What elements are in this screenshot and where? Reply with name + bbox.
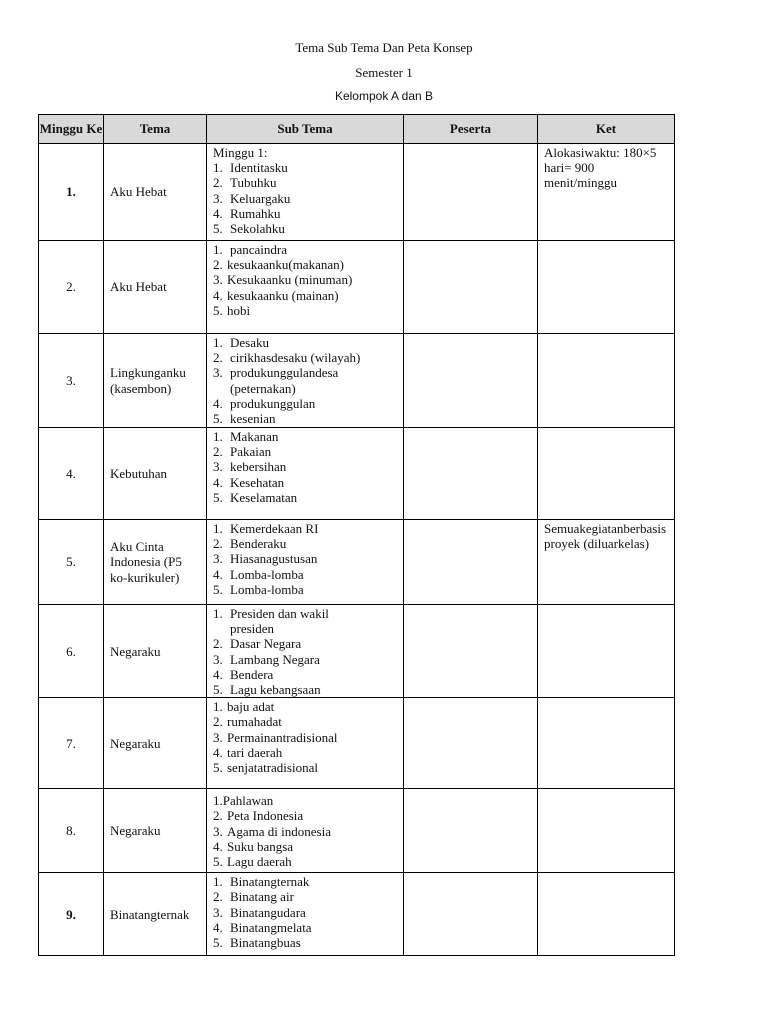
participant-cell xyxy=(404,428,538,520)
subtheme-heading: Minggu 1: xyxy=(213,145,268,160)
subtheme-cell xyxy=(207,605,404,698)
table-row xyxy=(39,789,675,873)
week-number: 1. xyxy=(39,144,104,241)
subtheme-item: 2. kesukaanku(makanan) xyxy=(213,257,344,273)
theme-cell: Negaraku xyxy=(104,789,207,873)
theme-table xyxy=(38,114,675,956)
subtheme-item: 4. tari daerah xyxy=(213,744,283,760)
participant-cell xyxy=(404,873,538,956)
week-number: 4. xyxy=(39,428,104,520)
note-cell xyxy=(538,605,675,698)
subtheme-item: 4. Suku bangsa xyxy=(213,838,294,854)
theme-cell: Kebutuhan xyxy=(104,428,207,520)
subtheme-cell xyxy=(207,698,404,789)
subtheme-cell xyxy=(207,520,404,605)
participant-cell xyxy=(404,144,538,241)
table-header-row xyxy=(39,115,675,144)
subtheme-cell xyxy=(207,334,404,428)
subtheme-item: 3. Agama di indonesia xyxy=(213,823,331,839)
table-row xyxy=(39,428,675,520)
subtheme-item: 3. kebersihan xyxy=(213,459,287,475)
subtheme-item: 3. Binatangudara xyxy=(213,904,306,920)
subtheme-item: 1. Desaku xyxy=(213,335,269,350)
subtheme-item: 3. Kesukaanku (minuman) xyxy=(213,272,353,288)
subtheme-item: 2. Peta Indonesia xyxy=(213,808,304,824)
subtheme-item: 5. Lomba-lomba xyxy=(213,581,304,597)
note-cell xyxy=(538,873,675,956)
table-row xyxy=(39,605,675,698)
subtheme-item: 3. Hiasanagustusan xyxy=(213,551,318,567)
theme-cell: Binatangternak xyxy=(104,873,207,956)
subtheme-item: 5. kesenian xyxy=(213,411,276,427)
subtheme-item: 4. produkunggulan xyxy=(213,395,316,411)
theme-cell: Aku Cinta Indonesia (P5 ko-kurikuler) xyxy=(104,520,207,605)
subtheme-cell xyxy=(207,873,404,956)
header-minggu-ke: Minggu Ke xyxy=(39,115,104,144)
note-cell: Semuakegiatanberbasisproyek (diluarkelas) xyxy=(538,520,675,605)
subtheme-item: 2. Pakaian xyxy=(213,444,272,460)
subtheme-item: 3. produkunggulandesa (peternakan) xyxy=(213,365,339,396)
theme-cell: Negaraku xyxy=(104,698,207,789)
semester-label: Semester 1 xyxy=(355,65,413,80)
theme-cell: Aku Hebat xyxy=(104,241,207,334)
group-label: Kelompok A dan B xyxy=(334,89,434,103)
subtheme-item: 1.Pahlawan xyxy=(213,793,274,809)
subtheme-item: 3. Keluargaku xyxy=(213,190,291,206)
theme-cell: Aku Hebat xyxy=(104,144,207,241)
subtheme-item: 1. Presiden dan wakil presiden xyxy=(213,606,329,637)
subtheme-item: 2. Dasar Negara xyxy=(213,636,302,652)
subtheme-cell xyxy=(207,789,404,873)
week-number: 8. xyxy=(39,789,104,873)
subtheme-item: 4. Lomba-lomba xyxy=(213,566,304,582)
subtheme-item: 5. Keselamatan xyxy=(213,489,298,505)
table-row xyxy=(39,698,675,789)
subtheme-item: 5. Binatangbuas xyxy=(213,935,301,951)
table-row xyxy=(39,144,675,241)
subtheme-item: 3. Lambang Negara xyxy=(213,651,320,667)
subtheme-item: 1. Makanan xyxy=(213,429,279,444)
week-number: 7. xyxy=(39,698,104,789)
subtheme-item: 2. cirikhasdesaku (wilayah) xyxy=(213,350,361,366)
subtheme-item: 4. Binatangmelata xyxy=(213,919,312,935)
subtheme-cell xyxy=(207,428,404,520)
subtheme-item: 4. kesukaanku (mainan) xyxy=(213,287,339,303)
subtheme-item: 1. Identitasku xyxy=(213,160,288,176)
header-peserta: Peserta xyxy=(404,115,538,144)
participant-cell xyxy=(404,789,538,873)
subtheme-item: 1. Kemerdekaan RI xyxy=(213,521,319,536)
header-tema: Tema xyxy=(104,115,207,144)
participant-cell xyxy=(404,520,538,605)
week-number: 5. xyxy=(39,520,104,605)
subtheme-cell xyxy=(207,144,404,241)
subtheme-item: 2. Tubuhku xyxy=(213,175,277,191)
subtheme-item: 5. hobi xyxy=(213,302,251,318)
week-number: 3. xyxy=(39,334,104,428)
subtheme-item: 1. baju adat xyxy=(213,699,275,715)
note-cell: Alokasiwaktu: 180×5 hari= 900 menit/minggu xyxy=(538,144,675,241)
note-cell xyxy=(538,698,675,789)
table-row xyxy=(39,334,675,428)
theme-cell: Negaraku xyxy=(104,605,207,698)
table-row xyxy=(39,520,675,605)
participant-cell xyxy=(404,605,538,698)
theme-cell: Lingkunganku (kasembon) xyxy=(104,334,207,428)
subtheme-item: 5. senjatatradisional xyxy=(213,760,318,776)
subtheme-item: 2. rumahadat xyxy=(213,714,282,730)
header-sub-tema: Sub Tema xyxy=(207,115,404,144)
week-number: 9. xyxy=(39,873,104,956)
subtheme-item: 4. Rumahku xyxy=(213,205,281,221)
document-title: Tema Sub Tema Dan Peta Konsep xyxy=(295,40,473,55)
participant-cell xyxy=(404,698,538,789)
subtheme-item: 5. Lagu kebangsaan xyxy=(213,682,321,698)
note-cell xyxy=(538,428,675,520)
note-cell xyxy=(538,241,675,334)
table-row xyxy=(39,873,675,956)
subtheme-item: 5. Sekolahku xyxy=(213,221,285,237)
subtheme-item: 3. Permainantradisional xyxy=(213,729,338,745)
header-ket: Ket xyxy=(538,115,675,144)
participant-cell xyxy=(404,241,538,334)
week-number: 6. xyxy=(39,605,104,698)
subtheme-item: 5. Lagu daerah xyxy=(213,854,292,870)
note-cell xyxy=(538,334,675,428)
note-cell xyxy=(538,789,675,873)
participant-cell xyxy=(404,334,538,428)
subtheme-item: 4. Bendera xyxy=(213,666,274,682)
table-row xyxy=(39,241,675,334)
week-number: 2. xyxy=(39,241,104,334)
subtheme-item: 2. Benderaku xyxy=(213,536,287,552)
subtheme-item: 1. Binatangternak xyxy=(213,874,310,890)
subtheme-cell xyxy=(207,241,404,334)
subtheme-item: 2. Binatang air xyxy=(213,889,294,905)
subtheme-item: 4. Kesehatan xyxy=(213,474,285,490)
subtheme-item: 1. pancaindra xyxy=(213,242,288,257)
